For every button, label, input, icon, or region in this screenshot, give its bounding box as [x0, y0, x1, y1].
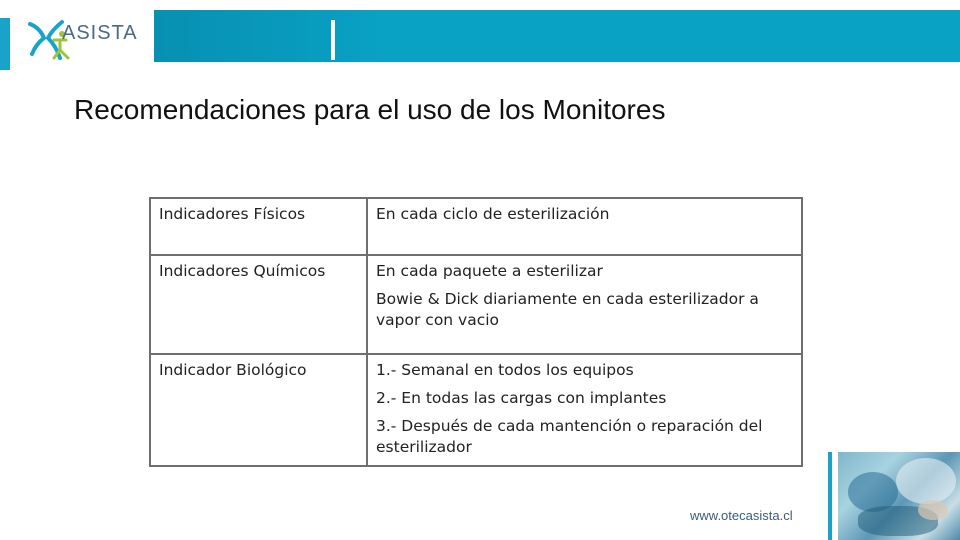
row-line: En cada paquete a esterilizar: [376, 262, 603, 280]
row-label: Indicador Biológico: [150, 354, 367, 466]
photo-accent-bar: [828, 452, 832, 540]
header-band-shade: [154, 10, 960, 62]
row-content: [367, 354, 802, 466]
photo-shape: [896, 458, 956, 504]
row-content: [367, 198, 802, 255]
header: [0, 0, 960, 66]
table-row: [150, 255, 802, 354]
table-row: [150, 198, 802, 255]
row-content: [367, 255, 802, 354]
surgery-photo: [838, 452, 960, 540]
website-link[interactable]: www.otecasista.cl: [690, 508, 793, 523]
photo-shape: [918, 500, 948, 520]
row-line: Bowie & Dick diariamente en cada esterilizador a vapor con vacio: [376, 290, 759, 329]
row-line: En cada ciclo de esterilización: [376, 205, 610, 223]
row-line: 2.- En todas las cargas con implantes: [376, 389, 667, 407]
recommendations-table: [149, 197, 803, 467]
logo-left-bar: [0, 18, 10, 70]
header-divider: [331, 20, 335, 60]
logo[interactable]: [0, 8, 150, 62]
row-line: 1.- Semanal en todos los equipos: [376, 361, 634, 379]
row-label: Indicadores Físicos: [150, 198, 367, 255]
row-label: Indicadores Químicos: [150, 255, 367, 354]
page-title: Recomendaciones para el uso de los Monitores: [74, 94, 666, 125]
logo-text: ASISTA: [62, 22, 138, 44]
row-line: 3.- Después de cada mantención o reparación del esterilizador: [376, 417, 763, 456]
table-row: [150, 354, 802, 466]
